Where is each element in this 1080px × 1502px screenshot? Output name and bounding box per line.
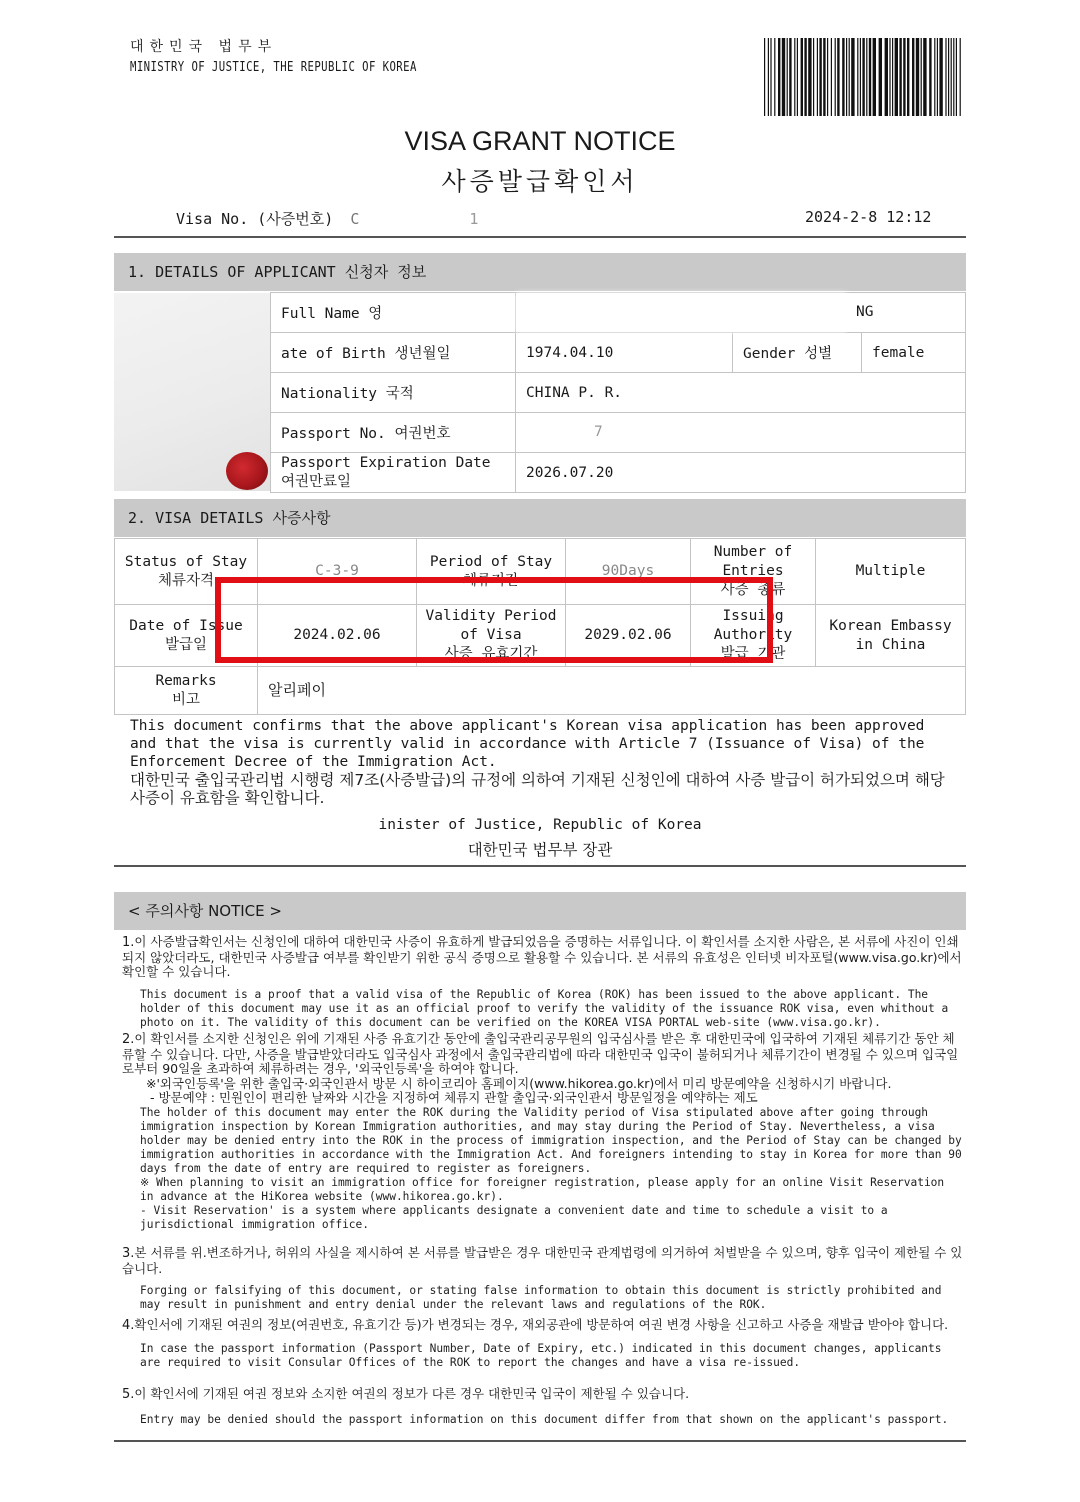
barcode-bar — [899, 38, 901, 116]
barcode-bar — [774, 38, 775, 116]
notice-item-5 — [122, 1387, 964, 1427]
barcode-bar — [837, 38, 839, 116]
barcode-bar — [945, 38, 946, 116]
barcode-bar — [866, 38, 867, 116]
full-name-value — [516, 293, 966, 333]
barcode-bar — [869, 38, 871, 116]
barcode-bar — [819, 38, 821, 116]
notice-5-english: Entry may be denied should the passport information on this document differ from that shown on the applicant's passport. — [140, 1412, 949, 1426]
barcode-bar — [804, 38, 806, 116]
visa-number-value-start: C — [350, 210, 360, 228]
gender-label: Gender 성별 — [733, 333, 862, 373]
ministry-name-korean: 대한민국 법무부 — [130, 39, 278, 55]
remarks-label-en: Remarks — [155, 672, 217, 689]
barcode-bar — [817, 38, 818, 116]
document-title-korean: 사증발급확인서 — [441, 167, 639, 196]
barcode-bar — [960, 38, 961, 116]
mid-divider — [114, 865, 966, 867]
status-label-en: Status of Stay — [124, 553, 248, 570]
status-of-stay-value: C-3-9 — [258, 539, 417, 605]
notice-3-english: Forging or falsifying of this document, or stating false information to obtain this document is strictly prohibited and may result in punishment and entry denial under the relevant laws and regulations of the ROK. — [140, 1284, 942, 1311]
applicant-table — [270, 292, 966, 493]
period-of-stay-value: 90Days — [566, 539, 691, 605]
barcode-bar — [794, 38, 795, 116]
remarks-value: 알리페이 — [258, 667, 966, 715]
barcode-bar — [929, 38, 931, 116]
validity-value: 2029.02.06 — [566, 605, 691, 667]
barcode-bar — [823, 38, 825, 116]
highlight-box — [215, 577, 773, 663]
barcode-bar — [789, 38, 791, 116]
notice-2-number: 2. — [122, 1032, 135, 1047]
notice-2-english-note: ※ When planning to visit an immigration office for foreigner registration, please apply for an online Visit Reservation in advance at the HiKorea website (www.hikorea.go.kr). — [140, 1175, 945, 1203]
barcode-bar — [862, 38, 864, 116]
barcode-bar — [923, 38, 926, 116]
passport-expiration-label — [271, 453, 516, 493]
photo-seal-mark — [226, 452, 268, 490]
barcode-bar — [835, 38, 836, 116]
barcode-bar — [939, 38, 942, 116]
barcode-bar — [851, 38, 854, 116]
visa-number-line — [176, 208, 478, 229]
period-label-en: Period of Stay — [429, 553, 553, 570]
barcode-bar — [842, 38, 844, 116]
top-divider — [114, 236, 966, 238]
status-label-ko: 체류자격 — [157, 572, 215, 589]
notice-item-2 — [122, 1032, 964, 1232]
barcode-bar — [948, 38, 949, 116]
notice-heading: < 주의사항 NOTICE > — [114, 892, 966, 930]
notice-5-korean: 이 확인서에 기재된 여권 정보와 소지한 여권의 정보가 다른 경우 대한민국 입국이 제한될 수 있습니다. — [134, 1386, 690, 1401]
barcode-bar — [808, 38, 811, 116]
barcode-bar — [873, 38, 876, 116]
issue-label-ko: 발급일 — [164, 636, 208, 653]
authority-label-en: Issuing Authority — [713, 608, 793, 643]
notice-2-english: The holder of this document may enter the ROK during the Validity period of Visa stipulated above after going through immigration inspection by Korean Immigration authorities, and may stay during the Period of Stay. Nevertheless, a visa holder may be denied entry into the ROK in the process of immigration inspection, and the Period of Stay can be changed by immigration authorities in accordance with the Immigration Act. And foreigners intending to stay in Korea for more than 90 days from the date of entry are required to register as foreigners. — [140, 1105, 962, 1175]
entries-value: Multiple — [816, 539, 966, 605]
issuing-authority-value: Korean Embassy in China — [816, 605, 966, 667]
passport-expiration-label-ko: 여권만료일 — [281, 473, 352, 490]
notice-4-korean: 확인서에 기재된 여권의 정보(여권번호, 유효기간 등)가 변경되는 경우, 재외공관에 방문하여 여권 변경 사항을 신고하고 사증을 재발급 받아야 합니다. — [134, 1317, 949, 1332]
issue-label-en: Date of Issue — [129, 617, 243, 634]
barcode-bar — [912, 38, 914, 116]
nationality-value: CHINA P. R. — [516, 373, 966, 413]
barcode-bar — [827, 38, 828, 116]
barcode-bar — [885, 38, 888, 116]
section2-heading: 2. VISA DETAILS 사증사항 — [114, 499, 966, 537]
notice-2-korean-note: ※'외국인등록'을 위한 출입국·외국인관서 방문 시 하이코리아 홈페이지(www.hikorea.go.kr)에서 미리 방문예약을 신청하시기 바랍니다. — [146, 1075, 892, 1091]
barcode-bar — [768, 38, 769, 116]
ministry-name-english: MINISTRY OF JUSTICE, THE REPUBLIC OF KOREA — [130, 60, 417, 75]
barcode-bar — [921, 38, 922, 116]
notice-item-1 — [122, 935, 964, 1030]
barcode-bar — [770, 38, 771, 116]
barcode-bar — [787, 38, 788, 116]
barcode-bar — [797, 38, 798, 116]
passport-number-value — [516, 413, 966, 453]
period-label-ko: 체류기간 — [462, 572, 520, 589]
barcode-bar — [889, 38, 890, 116]
notice-2-korean: 이 확인서를 소지한 신청인은 위에 기재된 사증 유효기간 동안에 출입국관리공무원의 입국심사를 받은 후 대한민국에 입국하여 기재된 체류기간 동안 체류할 수 있습니다. 다만, 사증을 발급받았더라도 입국심사 과정에서 출입국관리법에 따라 대한민국 입국이 불허되거나 체류기간이 변경될 수 있으며 입국일로부터 90일을 초과하여 체류하려는 경우, '외국인등록'을 하여야 합니다. — [122, 1031, 959, 1076]
notice-3-number: 3. — [122, 1246, 135, 1261]
confirmation-korean: 대한민국 출입국관리법 시행령 제7조(사증발급)의 규정에 의하여 기재된 신청인에 대하여 사증 발급이 허가되었으며 해당 사증이 유효함을 확인합니다. — [130, 771, 945, 807]
passport-number-visible: 7 — [594, 424, 603, 440]
validity-label-en: Validity Period of Visa — [425, 608, 557, 643]
barcode-bar — [956, 38, 957, 116]
barcode-bar — [951, 38, 952, 116]
bottom-divider — [114, 1440, 966, 1442]
barcode-bar — [934, 38, 935, 116]
notice-1-korean: 이 사증발급확인서는 신청인에 대하여 대한민국 사증이 유효하게 발급되었음을 증명하는 서류입니다. 이 확인서를 소지한 사람은, 본 서류에 사진이 인쇄되지 않았더라도, 대한민국 사증발급 여부를 확인받기 위한 공식 증명으로 활용할 수 있습니다. 본 서류의 유효성은 인터넷 비자포털(www.visa.go.kr)에서 확인할 수 있습니다. — [122, 934, 962, 979]
notice-2-english-sub: - Visit Reservation' is a system where applicants designate a convenient date and time to schedule a visit to a jurisdictional immigration office. — [140, 1203, 888, 1231]
barcode-bar — [879, 38, 882, 116]
barcode-bar — [778, 38, 780, 116]
dob-label: ate of Birth 생년월일 — [271, 333, 516, 373]
full-name-label: Full Name 영 — [271, 293, 516, 333]
barcode — [764, 38, 962, 116]
notice-3-korean: 본 서류를 위.변조하거나, 허위의 사실을 제시하여 본 서류를 발급받은 경우 대한민국 관계법령에 의거하여 처벌받을 수 있으며, 향후 입국이 제한될 수 있습니다. — [122, 1245, 963, 1276]
barcode-bar — [916, 38, 919, 116]
notice-4-number: 4. — [122, 1318, 135, 1333]
barcode-bar — [764, 38, 765, 116]
notice-1-english: This document is a proof that a valid visa of the Republic of Korea (ROK) has been issued to the above applicant. The holder of this document may use it as an official proof to verify the validity of the issuance ROK visa, even whithout a photo on it. The validity of this document can be verified on the KOREA VISA PORTAL web-site (www.visa.go.kr). — [140, 987, 949, 1029]
barcode-bar — [782, 38, 785, 116]
section1-heading: 1. DETAILS OF APPLICANT 신청자 정보 — [114, 253, 966, 291]
authority-label-ko: 발급 기관 — [720, 646, 786, 662]
barcode-bar — [813, 38, 814, 116]
gender-value: female — [862, 333, 966, 373]
barcode-bar — [849, 38, 850, 116]
notice-4-english: In case the passport information (Passport Number, Date of Expiry, etc.) indicated in this document changes, applicants are required to visit Consular Offices of the ROK to report the changes and have a visa re-issued. — [140, 1341, 942, 1369]
passport-number-label: Passport No. 여권번호 — [271, 413, 516, 453]
notice-item-4 — [122, 1318, 964, 1370]
barcode-bar — [903, 38, 905, 116]
barcode-bar — [860, 38, 861, 116]
visa-number-label: Visa No. (사증번호) — [176, 210, 334, 228]
entries-label-en: Number of Entries — [713, 544, 793, 579]
barcode-bar — [846, 38, 847, 116]
barcode-bar — [937, 38, 938, 116]
barcode-bar — [892, 38, 893, 116]
date-of-issue-value: 2024.02.06 — [258, 605, 417, 667]
full-name-redaction — [516, 293, 846, 332]
visa-number-value-end: 1 — [469, 210, 479, 228]
barcode-bar — [801, 38, 803, 116]
validity-label-ko: 사증 유효기간 — [444, 646, 538, 662]
passport-expiration-value: 2026.07.20 — [516, 453, 966, 493]
signer-english: inister of Justice, Republic of Korea — [378, 817, 702, 833]
remarks-label — [115, 667, 258, 715]
issued-datetime: 2024-2-8 12:12 — [805, 208, 932, 226]
dob-value: 1974.04.10 — [516, 333, 733, 373]
entries-label-ko: 사증 종류 — [720, 582, 786, 598]
confirmation-english: This document confirms that the above applicant's Korean visa application has been approved and that the visa is currently valid in accordance with Article 7 (Issuance of Visa) of the Enforcement Decree of the Immigration Act. — [130, 718, 925, 770]
signer-korean: 대한민국 법무부 장관 — [467, 841, 613, 859]
notice-2-korean-sub: - 방문예약 : 민원인이 편리한 날짜와 시간을 지정하여 체류지 관할 출입국·외국인관서 방문일정을 예약하는 제도 — [150, 1090, 758, 1105]
notice-item-3 — [122, 1246, 964, 1312]
barcode-bar — [895, 38, 898, 116]
notice-1-number: 1. — [122, 935, 135, 950]
barcode-bar — [953, 38, 954, 116]
barcode-bar — [831, 38, 832, 116]
document-title-english: VISA GRANT NOTICE — [404, 126, 676, 156]
notice-5-number: 5. — [122, 1387, 135, 1402]
barcode-bar — [857, 38, 858, 116]
passport-expiration-label-en: Passport Expiration Date — [281, 454, 491, 471]
barcode-bar — [907, 38, 909, 116]
nationality-label: Nationality 국적 — [271, 373, 516, 413]
remarks-label-ko: 비고 — [171, 691, 200, 708]
full-name-visible: NG — [856, 304, 874, 320]
